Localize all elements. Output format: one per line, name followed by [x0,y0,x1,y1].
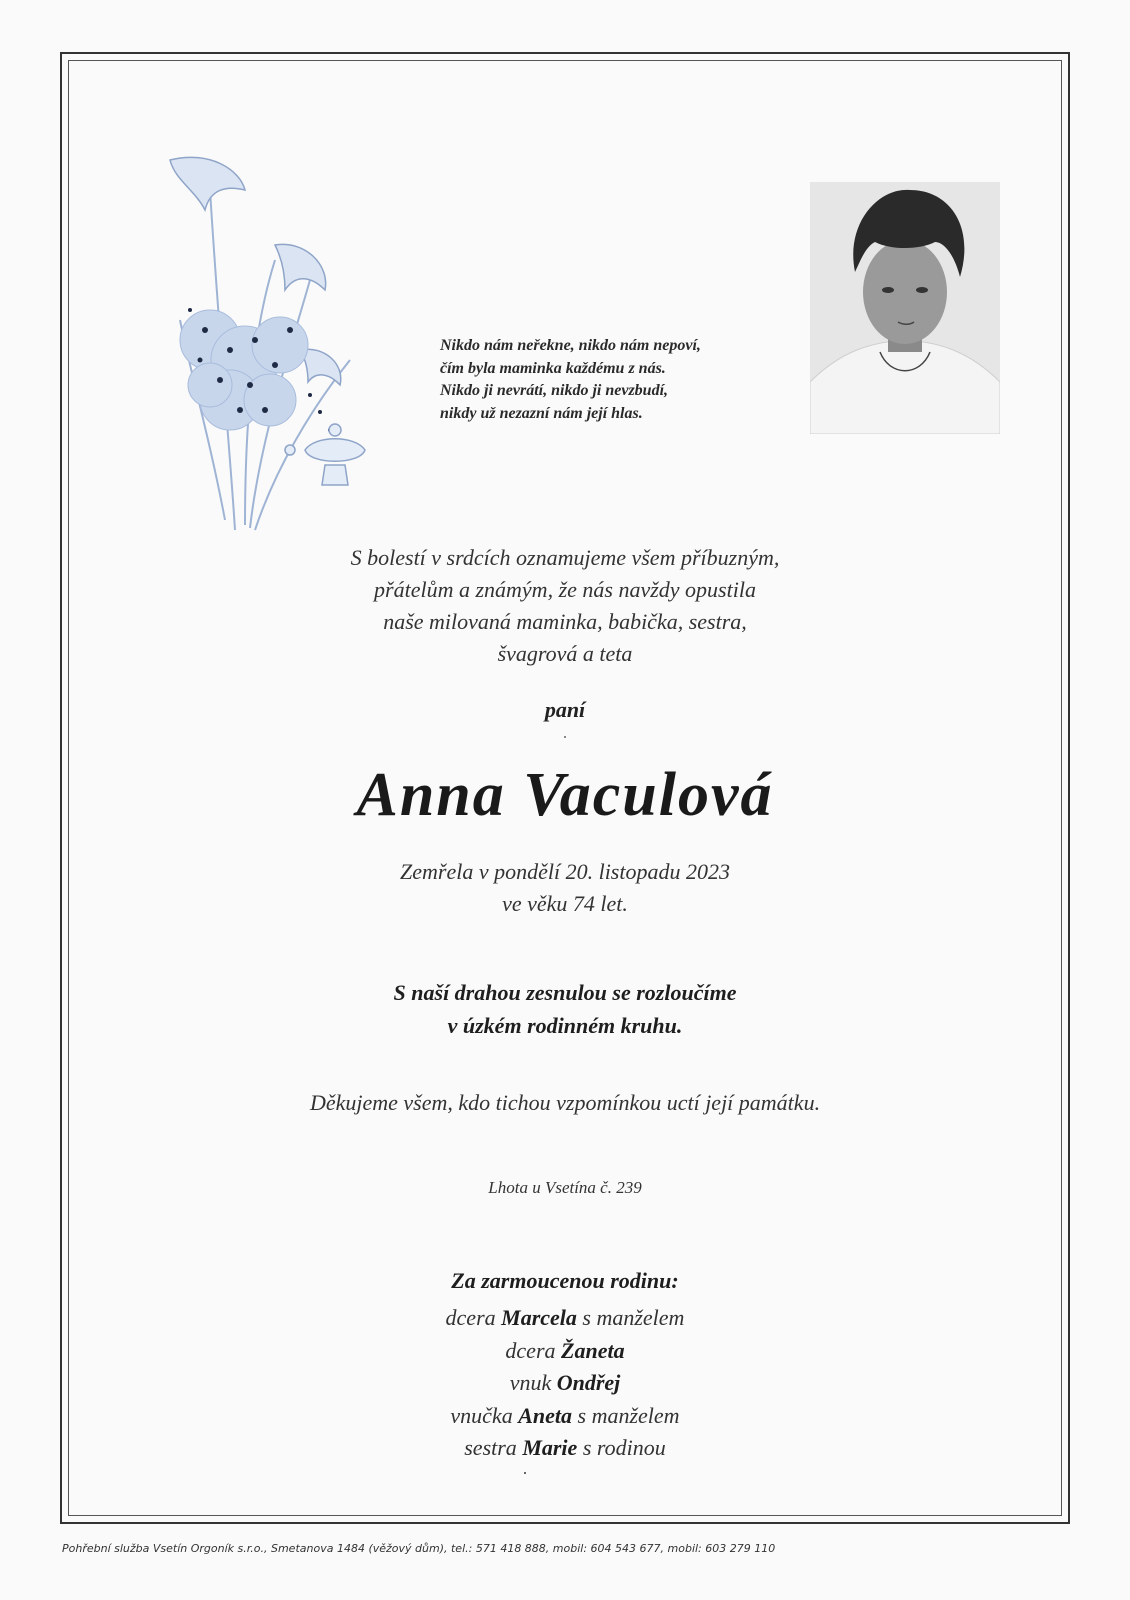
poem-line: Nikdo nám neřekne, nikdo nám nepoví, [440,337,701,354]
family-member [0,1367,1130,1400]
member-relation: dcera [445,1305,502,1330]
farewell-line: S naší drahou zesnulou se rozloučíme [393,980,737,1005]
member-relation: dcera [505,1337,562,1363]
member-suffix: s rodinou [577,1435,666,1460]
separator-dot [564,736,566,738]
member-relation: vnučka [450,1402,519,1428]
member-relation: vnuk [509,1370,557,1395]
intro-line: švagrová a teta [497,641,633,666]
separator-dot [524,1472,526,1474]
intro-line: S bolestí v srdcích oznamujeme všem příbuzným, [350,545,780,570]
family-member [0,1335,1130,1368]
family-member [0,1302,1130,1335]
member-name: Žaneta [561,1337,625,1363]
death-date: Zemřela v pondělí 20. listopadu 2023 [400,859,730,884]
poem-line: čím byla maminka každému z nás. [440,359,666,377]
member-name: Ondřej [556,1370,621,1395]
poem [440,335,770,425]
member-name: Marcela [501,1305,577,1330]
member-suffix: s manželem [576,1305,685,1330]
member-relation: sestra [464,1435,523,1460]
announcement-intro [0,542,1130,670]
deceased-name: Anna Vaculová [356,761,774,829]
death-age: ve věku 74 let. [502,891,628,916]
member-name: Marie [522,1435,578,1460]
member-name: Aneta [518,1402,573,1428]
poem-line: Nikdo ji nevrátí, nikdo ji nevzbudí, [440,382,669,399]
family-member [0,1400,1130,1433]
family-member [0,1432,1130,1465]
member-suffix: s manželem [572,1402,680,1428]
portrait-photo [810,182,1000,434]
funeral-service-footer: Pohřební služba Vsetín Orgoník s.r.o., Smetanova 1484 (věžový dům), tel.: 571 418 888, mobil: 604 543 677, mobil: 603 279 110 [62,1542,776,1555]
poem-line: nikdy už nezazní nám její hlas. [440,404,643,422]
thanks-line: Děkujeme všem, kdo tichou vzpomínkou uctí její památku. [309,1090,821,1115]
intro-line: naše milovaná maminka, babička, sestra, [383,609,747,634]
portrait-icon [810,182,1000,434]
intro-line: přátelům a známým, že nás navždy opustila [374,577,756,602]
family-list [0,1302,1130,1465]
family-heading: Za zarmoucenou rodinu: [451,1268,679,1293]
death-info [0,856,1130,920]
farewell-notice [0,976,1130,1042]
calla-flowers-lamp-icon [150,150,380,540]
address: Lhota u Vsetína č. 239 [488,1178,642,1197]
farewell-line: v úzkém rodinném kruhu. [447,1013,683,1038]
honorific: paní [544,697,586,722]
